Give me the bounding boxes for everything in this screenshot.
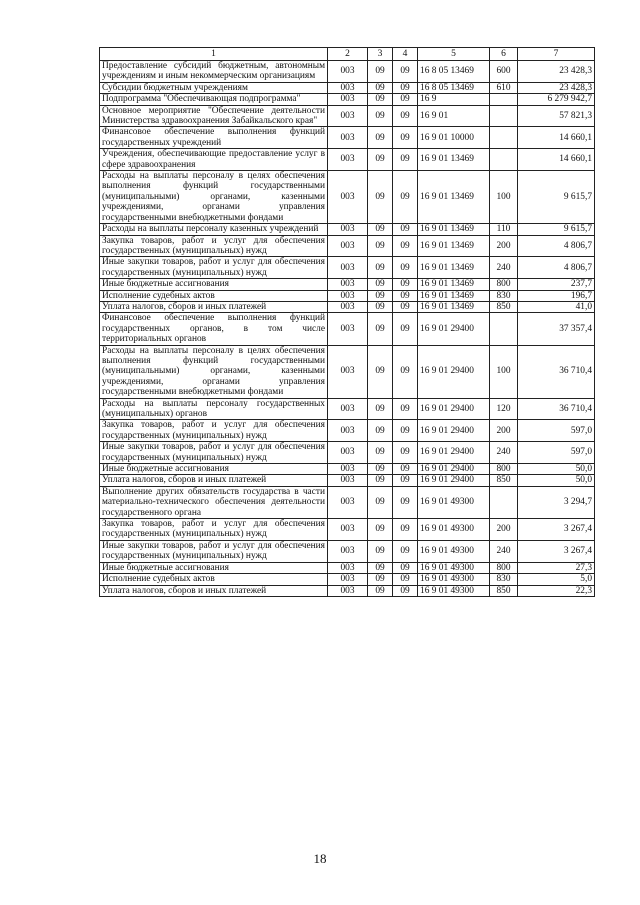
section-cell: 09 <box>368 562 393 573</box>
row-name-cell: Расходы на выплаты персоналу казенных учреждений <box>100 224 328 235</box>
expense-type-cell: 800 <box>490 279 518 290</box>
header-row <box>100 48 595 61</box>
section-cell: 09 <box>368 257 393 279</box>
admin-code-cell: 003 <box>328 420 368 442</box>
amount-cell: 4 806,7 <box>518 235 595 257</box>
amount-cell: 41,0 <box>518 301 595 312</box>
row-name-cell: Субсидии бюджетным учреждениям <box>100 82 328 93</box>
target-article-cell: 16 9 01 13469 <box>418 257 490 279</box>
subsection-cell: 09 <box>393 486 418 518</box>
table-row <box>100 105 595 127</box>
row-name-cell: Исполнение судебных актов <box>100 574 328 585</box>
section-cell: 09 <box>368 171 393 224</box>
table-row <box>100 540 595 562</box>
section-cell: 09 <box>368 574 393 585</box>
row-name-cell: Выполнение других обязательств государства в части материально-технического обеспечения деятельности государственного органа <box>100 486 328 518</box>
amount-cell: 36 710,4 <box>518 398 595 420</box>
target-article-cell: 16 9 01 13469 <box>418 290 490 301</box>
target-article-cell: 16 9 01 13469 <box>418 171 490 224</box>
admin-code-cell: 003 <box>328 475 368 486</box>
amount-cell: 22,3 <box>518 585 595 596</box>
expense-type-cell <box>490 486 518 518</box>
expense-type-cell: 200 <box>490 519 518 541</box>
row-name-cell: Финансовое обеспечение выполнения функций государственных учреждений <box>100 127 328 149</box>
row-name-cell: Уплата налогов, сборов и иных платежей <box>100 301 328 312</box>
section-cell: 09 <box>368 290 393 301</box>
target-article-cell: 16 9 01 29400 <box>418 464 490 475</box>
admin-code-cell: 003 <box>328 235 368 257</box>
target-article-cell: 16 9 <box>418 94 490 105</box>
expense-type-cell <box>490 94 518 105</box>
target-article-cell: 16 9 01 13469 <box>418 301 490 312</box>
subsection-cell: 09 <box>393 420 418 442</box>
table-row <box>100 224 595 235</box>
target-article-cell: 16 9 01 <box>418 105 490 127</box>
row-name-cell: Закупка товаров, работ и услуг для обеспечения государственных (муниципальных) нужд <box>100 235 328 257</box>
expense-type-cell <box>490 313 518 345</box>
admin-code-cell: 003 <box>328 464 368 475</box>
admin-code-cell: 003 <box>328 94 368 105</box>
row-name-cell: Уплата налогов, сборов и иных платежей <box>100 585 328 596</box>
subsection-cell: 09 <box>393 442 418 464</box>
amount-cell: 23 428,3 <box>518 61 595 83</box>
admin-code-cell: 003 <box>328 540 368 562</box>
admin-code-cell: 003 <box>328 486 368 518</box>
table-row <box>100 127 595 149</box>
row-name-cell: Подпрограмма "Обеспечивающая подпрограмма" <box>100 94 328 105</box>
expense-type-cell: 200 <box>490 420 518 442</box>
expense-type-cell: 240 <box>490 540 518 562</box>
amount-cell: 4 806,7 <box>518 257 595 279</box>
section-cell: 09 <box>368 127 393 149</box>
target-article-cell: 16 9 01 49300 <box>418 519 490 541</box>
budget-table <box>99 47 595 597</box>
expense-type-cell: 830 <box>490 574 518 585</box>
admin-code-cell: 003 <box>328 585 368 596</box>
expense-type-cell: 100 <box>490 345 518 398</box>
amount-cell: 196,7 <box>518 290 595 301</box>
subsection-cell: 09 <box>393 257 418 279</box>
subsection-cell: 09 <box>393 290 418 301</box>
expense-type-cell: 240 <box>490 442 518 464</box>
subsection-cell: 09 <box>393 475 418 486</box>
row-name-cell: Закупка товаров, работ и услуг для обеспечения государственных (муниципальных) нужд <box>100 519 328 541</box>
subsection-cell: 09 <box>393 574 418 585</box>
amount-cell: 3 267,4 <box>518 519 595 541</box>
section-cell: 09 <box>368 82 393 93</box>
section-cell: 09 <box>368 464 393 475</box>
subsection-cell: 09 <box>393 398 418 420</box>
subsection-cell: 09 <box>393 519 418 541</box>
section-cell: 09 <box>368 301 393 312</box>
target-article-cell: 16 9 01 29400 <box>418 313 490 345</box>
amount-cell: 23 428,3 <box>518 82 595 93</box>
table-row <box>100 61 595 83</box>
col-header-7: 7 <box>518 48 595 61</box>
amount-cell: 14 660,1 <box>518 149 595 171</box>
row-name-cell: Расходы на выплаты персоналу в целях обеспечения выполнения функций государственными (муниципальными) органами, казенными учреждениями, органами управления государственными внебюджетными фондами <box>100 171 328 224</box>
table-row <box>100 149 595 171</box>
table-row <box>100 257 595 279</box>
amount-cell: 37 357,4 <box>518 313 595 345</box>
amount-cell: 5,0 <box>518 574 595 585</box>
table-body <box>100 61 595 597</box>
admin-code-cell: 003 <box>328 290 368 301</box>
target-article-cell: 16 9 01 29400 <box>418 398 490 420</box>
row-name-cell: Иные закупки товаров, работ и услуг для обеспечения государственных (муниципальных) нужд <box>100 442 328 464</box>
section-cell: 09 <box>368 475 393 486</box>
admin-code-cell: 003 <box>328 345 368 398</box>
col-header-4: 4 <box>393 48 418 61</box>
section-cell: 09 <box>368 94 393 105</box>
amount-cell: 9 615,7 <box>518 224 595 235</box>
page-number: 18 <box>313 851 327 866</box>
row-name-cell: Предоставление субсидий бюджетным, автономным учреждениям и иным некоммерческим организациям <box>100 61 328 83</box>
target-article-cell: 16 9 01 29400 <box>418 475 490 486</box>
table-row <box>100 562 595 573</box>
expense-type-cell <box>490 149 518 171</box>
section-cell: 09 <box>368 585 393 596</box>
row-name-cell: Иные закупки товаров, работ и услуг для обеспечения государственных (муниципальных) нужд <box>100 257 328 279</box>
admin-code-cell: 003 <box>328 149 368 171</box>
amount-cell: 3 267,4 <box>518 540 595 562</box>
table-row <box>100 574 595 585</box>
col-header-2: 2 <box>328 48 368 61</box>
admin-code-cell: 003 <box>328 562 368 573</box>
amount-cell: 57 821,3 <box>518 105 595 127</box>
expense-type-cell: 850 <box>490 475 518 486</box>
table-row <box>100 519 595 541</box>
target-article-cell: 16 9 01 13469 <box>418 149 490 171</box>
row-name-cell: Иные бюджетные ассигнования <box>100 279 328 290</box>
section-cell: 09 <box>368 224 393 235</box>
expense-type-cell: 240 <box>490 257 518 279</box>
amount-cell: 597,0 <box>518 442 595 464</box>
subsection-cell: 09 <box>393 313 418 345</box>
target-article-cell: 16 9 01 13469 <box>418 224 490 235</box>
admin-code-cell: 003 <box>328 61 368 83</box>
admin-code-cell: 003 <box>328 398 368 420</box>
amount-cell: 36 710,4 <box>518 345 595 398</box>
row-name-cell: Расходы на выплаты персоналу государственных (муниципальных) органов <box>100 398 328 420</box>
expense-type-cell: 850 <box>490 585 518 596</box>
target-article-cell: 16 8 05 13469 <box>418 61 490 83</box>
table-row <box>100 279 595 290</box>
admin-code-cell: 003 <box>328 313 368 345</box>
row-name-cell: Исполнение судебных актов <box>100 290 328 301</box>
subsection-cell: 09 <box>393 171 418 224</box>
col-header-3: 3 <box>368 48 393 61</box>
section-cell: 09 <box>368 345 393 398</box>
row-name-cell: Основное мероприятие "Обеспечение деятельности Министерства здравоохранения Забайкальского края" <box>100 105 328 127</box>
table-row <box>100 420 595 442</box>
section-cell: 09 <box>368 149 393 171</box>
row-name-cell: Иные закупки товаров, работ и услуг для обеспечения государственных (муниципальных) нужд <box>100 540 328 562</box>
section-cell: 09 <box>368 540 393 562</box>
table-row <box>100 585 595 596</box>
target-article-cell: 16 9 01 49300 <box>418 486 490 518</box>
table-row <box>100 82 595 93</box>
table-row <box>100 475 595 486</box>
admin-code-cell: 003 <box>328 171 368 224</box>
table-row <box>100 301 595 312</box>
target-article-cell: 16 9 01 29400 <box>418 420 490 442</box>
row-name-cell: Уплата налогов, сборов и иных платежей <box>100 475 328 486</box>
section-cell: 09 <box>368 61 393 83</box>
section-cell: 09 <box>368 279 393 290</box>
amount-cell: 9 615,7 <box>518 171 595 224</box>
expense-type-cell: 600 <box>490 61 518 83</box>
target-article-cell: 16 9 01 49300 <box>418 540 490 562</box>
target-article-cell: 16 9 01 49300 <box>418 585 490 596</box>
admin-code-cell: 003 <box>328 574 368 585</box>
table-row <box>100 313 595 345</box>
subsection-cell: 09 <box>393 235 418 257</box>
admin-code-cell: 003 <box>328 224 368 235</box>
table-row <box>100 94 595 105</box>
admin-code-cell: 003 <box>328 127 368 149</box>
expense-type-cell: 200 <box>490 235 518 257</box>
table-row <box>100 235 595 257</box>
subsection-cell: 09 <box>393 540 418 562</box>
section-cell: 09 <box>368 442 393 464</box>
expense-type-cell: 850 <box>490 301 518 312</box>
expense-type-cell: 830 <box>490 290 518 301</box>
table-row <box>100 171 595 224</box>
target-article-cell: 16 9 01 13469 <box>418 235 490 257</box>
section-cell: 09 <box>368 105 393 127</box>
table-row <box>100 290 595 301</box>
section-cell: 09 <box>368 519 393 541</box>
target-article-cell: 16 8 05 13469 <box>418 82 490 93</box>
expense-type-cell <box>490 105 518 127</box>
section-cell: 09 <box>368 398 393 420</box>
section-cell: 09 <box>368 420 393 442</box>
amount-cell: 27,3 <box>518 562 595 573</box>
table-row <box>100 345 595 398</box>
table-row <box>100 442 595 464</box>
amount-cell: 14 660,1 <box>518 127 595 149</box>
table-row <box>100 398 595 420</box>
section-cell: 09 <box>368 486 393 518</box>
subsection-cell: 09 <box>393 149 418 171</box>
expense-type-cell: 800 <box>490 464 518 475</box>
col-header-1: 1 <box>100 48 328 61</box>
amount-cell: 3 294,7 <box>518 486 595 518</box>
subsection-cell: 09 <box>393 562 418 573</box>
admin-code-cell: 003 <box>328 279 368 290</box>
target-article-cell: 16 9 01 49300 <box>418 562 490 573</box>
admin-code-cell: 003 <box>328 442 368 464</box>
amount-cell: 50,0 <box>518 475 595 486</box>
admin-code-cell: 003 <box>328 257 368 279</box>
section-cell: 09 <box>368 313 393 345</box>
row-name-cell: Учреждения, обеспечивающие предоставление услуг в сфере здравоохранения <box>100 149 328 171</box>
row-name-cell: Финансовое обеспечение выполнения функций государственных органов, в том числе территориальных органов <box>100 313 328 345</box>
target-article-cell: 16 9 01 13469 <box>418 279 490 290</box>
row-name-cell: Иные бюджетные ассигнования <box>100 464 328 475</box>
subsection-cell: 09 <box>393 301 418 312</box>
amount-cell: 6 279 942,7 <box>518 94 595 105</box>
subsection-cell: 09 <box>393 127 418 149</box>
subsection-cell: 09 <box>393 82 418 93</box>
row-name-cell: Закупка товаров, работ и услуг для обеспечения государственных (муниципальных) нужд <box>100 420 328 442</box>
expense-type-cell <box>490 127 518 149</box>
target-article-cell: 16 9 01 29400 <box>418 345 490 398</box>
subsection-cell: 09 <box>393 279 418 290</box>
amount-cell: 50,0 <box>518 464 595 475</box>
col-header-5: 5 <box>418 48 490 61</box>
subsection-cell: 09 <box>393 61 418 83</box>
admin-code-cell: 003 <box>328 82 368 93</box>
subsection-cell: 09 <box>393 224 418 235</box>
admin-code-cell: 003 <box>328 105 368 127</box>
expense-type-cell: 610 <box>490 82 518 93</box>
amount-cell: 237,7 <box>518 279 595 290</box>
admin-code-cell: 003 <box>328 301 368 312</box>
expense-type-cell: 120 <box>490 398 518 420</box>
subsection-cell: 09 <box>393 105 418 127</box>
admin-code-cell: 003 <box>328 519 368 541</box>
table-row <box>100 486 595 518</box>
target-article-cell: 16 9 01 29400 <box>418 442 490 464</box>
row-name-cell: Иные бюджетные ассигнования <box>100 562 328 573</box>
subsection-cell: 09 <box>393 345 418 398</box>
amount-cell: 597,0 <box>518 420 595 442</box>
expense-type-cell: 800 <box>490 562 518 573</box>
subsection-cell: 09 <box>393 94 418 105</box>
expense-type-cell: 110 <box>490 224 518 235</box>
table-row <box>100 464 595 475</box>
col-header-6: 6 <box>490 48 518 61</box>
subsection-cell: 09 <box>393 585 418 596</box>
target-article-cell: 16 9 01 49300 <box>418 574 490 585</box>
subsection-cell: 09 <box>393 464 418 475</box>
section-cell: 09 <box>368 235 393 257</box>
target-article-cell: 16 9 01 10000 <box>418 127 490 149</box>
expense-type-cell: 100 <box>490 171 518 224</box>
row-name-cell: Расходы на выплаты персоналу в целях обеспечения выполнения функций государственными (муниципальными) органами, казенными учреждениями, органами управления государственными внебюджетными фондами <box>100 345 328 398</box>
